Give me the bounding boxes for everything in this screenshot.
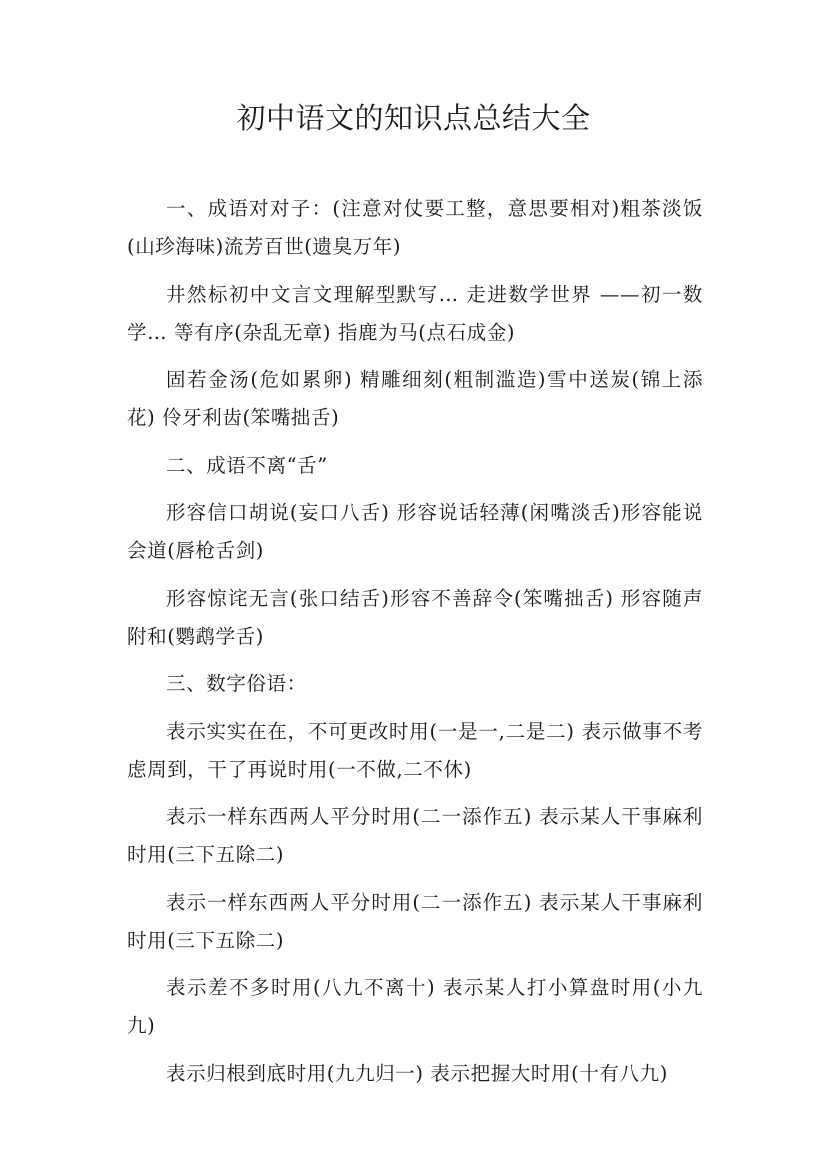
paragraph: 表示归根到底时用(九九归一) 表示把握大时用(十有八九) [166,1061,668,1085]
paragraph: 形容信口胡说(妄口八舌) 形容说话轻薄(闲嘴淡舌)形容能说会道(唇枪舌剑) [127,501,703,562]
paragraph: 一、成语对对子：(注意对仗要工整，意思要相对)粗茶淡饭(山珍海味)流芳百世(遗臭万年) [127,197,703,258]
section-heading: 二、成语不离“舌” [166,453,328,477]
paragraph: 表示差不多时用(八九不离十) 表示某人打小算盘时用(小九九) [127,976,703,1037]
paragraph: 井然标初中文言文理解型默写… 走进数学世界 ——初一数学… 等有序(杂乱无章) 指鹿为马(点石成金) [127,282,703,344]
document-title: 初中语文的知识点总结大全 [236,101,591,135]
paragraph: 表示实实在在，不可更改时用(一是一,二是二) 表示做事不考虑周到，干了再说时用(一不做,二不休) [127,719,703,781]
document-body [127,190,703,1102]
paragraph: 表示一样东西两人平分时用(二一添作五) 表示某人干事麻利时用(三下五除二) [127,805,703,866]
paragraph: 固若金汤(危如累卵) 精雕细刻(粗制滥造)雪中送炭(锦上添花) 伶牙利齿(笨嘴拙舌) [127,368,703,429]
section-heading: 三、数字俗语： [166,672,307,695]
paragraph: 形容惊诧无言(张口结舌)形容不善辞令(笨嘴拙舌) 形容随声附和(鹦鹉学舌) [127,586,703,648]
paragraph: 表示一样东西两人平分时用(二一添作五) 表示某人干事麻利时用(三下五除二) [127,890,703,952]
